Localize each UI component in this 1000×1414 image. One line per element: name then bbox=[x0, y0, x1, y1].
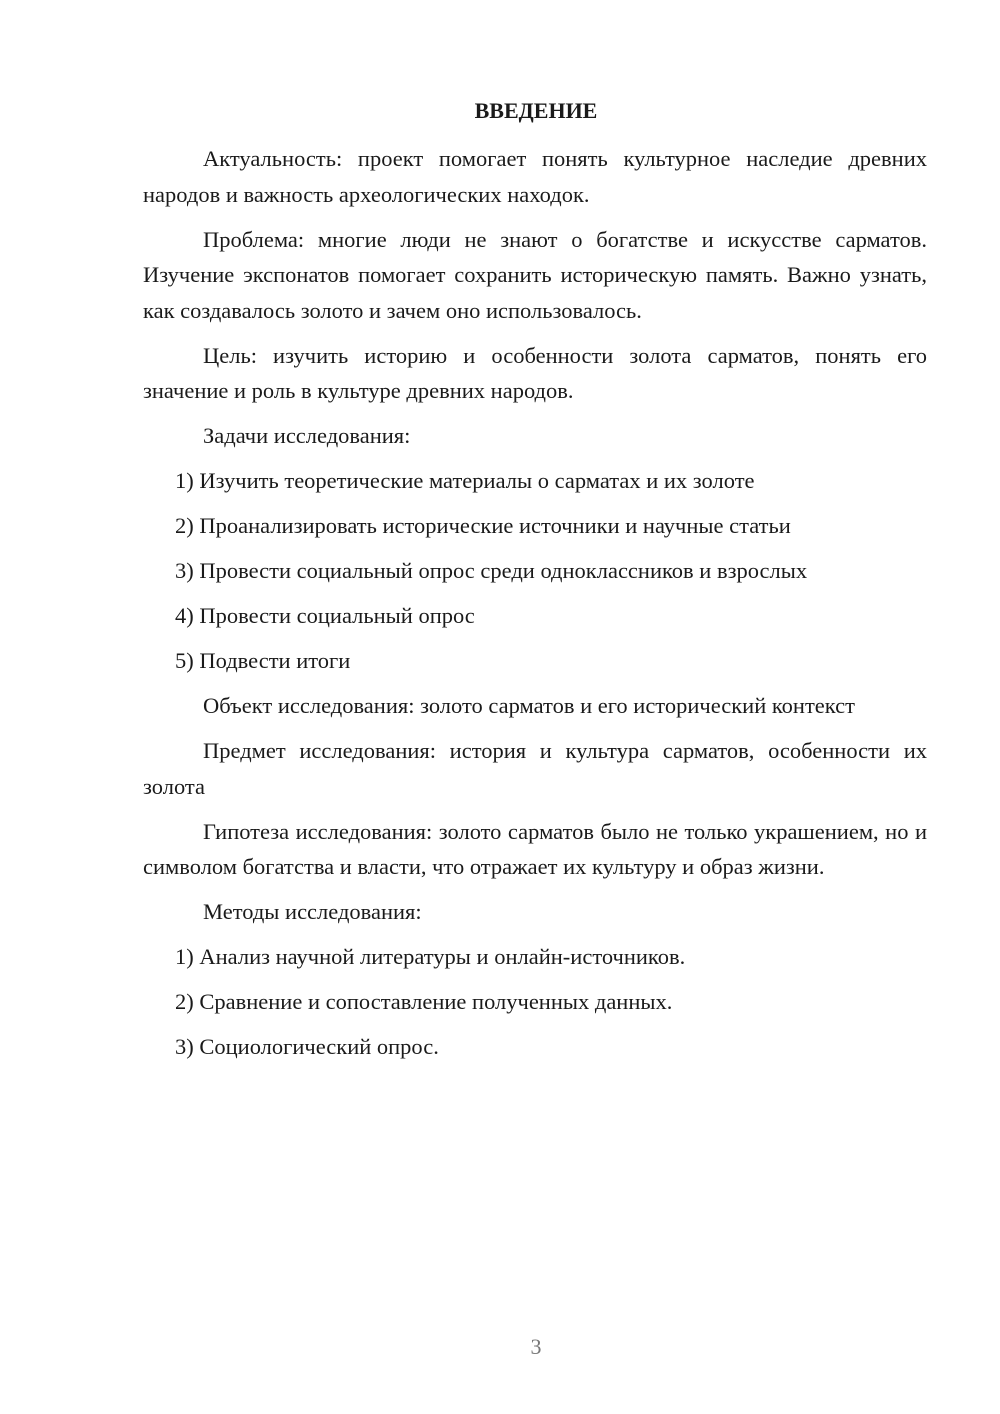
list-item: 1) Изучить теоретические материалы о сарматах и их золоте bbox=[175, 468, 755, 493]
page-title: ВВЕДЕНИЕ bbox=[474, 98, 598, 123]
list-item: 4) Провести социальный опрос bbox=[175, 603, 475, 628]
goal-paragraph: Цель: изучить историю и особенности золота сарматов, понять его значение и роль в культуре древних народов. bbox=[143, 342, 927, 403]
problem-paragraph: Проблема: многие люди не знают о богатстве и искусстве сарматов. Изучение экспонатов помогает сохранить историческую память. Важно узнать, как создавалось золото и зачем оно использовалось. bbox=[143, 226, 927, 323]
list-item: 3) Социологический опрос. bbox=[175, 1034, 439, 1059]
body-text bbox=[143, 141, 927, 1074]
list-item: 2) Сравнение и сопоставление полученных данных. bbox=[175, 989, 673, 1014]
tasks-list bbox=[143, 463, 927, 679]
subject-paragraph: Предмет исследования: история и культура сарматов, особенности их золота bbox=[143, 738, 927, 799]
methods-list bbox=[143, 939, 927, 1065]
list-item: 1) Анализ научной литературы и онлайн-источников. bbox=[175, 944, 686, 969]
list-item: 3) Провести социальный опрос среди одноклассников и взрослых bbox=[175, 558, 808, 583]
hypothesis-paragraph: Гипотеза исследования: золото сарматов было не только украшением, но и символом богатства и власти, что отражает их культуру и образ жизни. bbox=[143, 818, 927, 879]
tasks-heading: Задачи исследования: bbox=[203, 423, 411, 448]
list-item: 5) Подвести итоги bbox=[175, 648, 351, 673]
list-item: 2) Проанализировать исторические источники и научные статьи bbox=[175, 513, 791, 538]
methods-heading: Методы исследования: bbox=[203, 899, 422, 924]
object-paragraph: Объект исследования: золото сарматов и его исторический контекст bbox=[203, 693, 855, 718]
relevance-paragraph: Актуальность: проект помогает понять культурное наследие древних народов и важность археологических находок. bbox=[143, 146, 927, 207]
page-number: 3 bbox=[530, 1334, 542, 1359]
